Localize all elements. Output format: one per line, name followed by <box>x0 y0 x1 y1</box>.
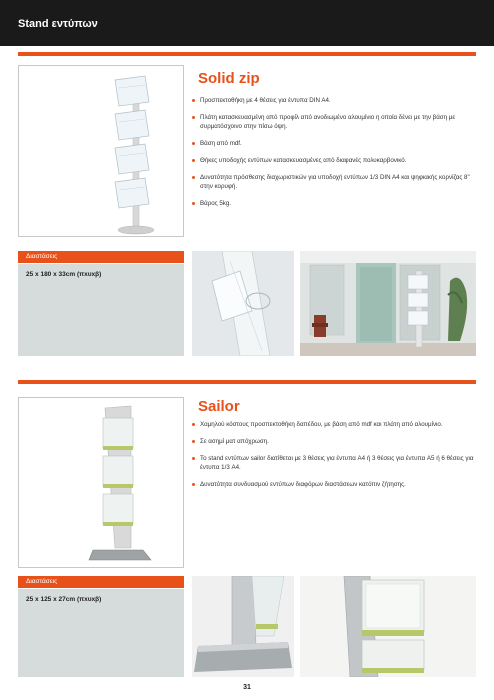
feature-item: Θήκες υποδοχής εντύπων κατασκευασμένες από διαφανές πολυκαρβονικό. <box>192 156 474 165</box>
dimensions-panel <box>18 589 184 677</box>
section-divider <box>18 380 476 384</box>
feature-item: Δυνατότητα πρόσθεσης διαχωριστικών για υποδοχή εντύπων 1/3 DIN A4 και ψηφιακής κορνίζας 8" στην κορυφή. <box>192 173 474 191</box>
feature-list-sailor <box>192 420 474 497</box>
photo-solid-zip-in-use <box>300 251 476 356</box>
feature-item: Βάρος 5kg. <box>192 199 474 208</box>
photo-sailor-base-detail <box>192 576 294 677</box>
section-divider <box>18 52 476 56</box>
product-image-sailor <box>18 397 184 568</box>
feature-list-solid-zip <box>192 96 474 216</box>
feature-item: Χαμηλού κόστους προσπεκτοθήκη δαπέδου, με βάση από mdf και πλάτη από αλουμίνιο. <box>192 420 474 429</box>
product-image-solid-zip <box>18 65 184 237</box>
feature-item: Το stand εντύπων sailor διατίθεται με 3 θέσεις για έντυπα A4 ή 3 θέσεις για έντυπα A5 ή 6 θέσεις για έντυπα 1/3 A4. <box>192 454 474 472</box>
dimensions-panel <box>18 264 184 356</box>
dimensions-value: 25 x 180 x 33cm (πxυxβ) <box>26 271 102 278</box>
feature-item: Πλάτη κατασκευασμένη από προφίλ από ανοδιωμένο αλουμίνιο η οποία δένει με την βάση με συρματόσχοινο στην πίσω όψη. <box>192 113 474 131</box>
product-title-solid-zip: Solid zip <box>198 70 260 87</box>
page-header <box>0 0 494 46</box>
photo-pocket-detail <box>192 251 294 356</box>
feature-item: Προσπεκτοθήκη με 4 θέσεις για έντυπα DIN A4. <box>192 96 474 105</box>
dimensions-header: Διαστάσεις <box>18 576 184 588</box>
page-number: 31 <box>243 684 251 691</box>
page-title: Stand εντύπων <box>18 18 98 30</box>
feature-item: Δυνατότητα συνδυασμού εντύπων διαφόρων διαστάσεων κατόπιν ζήτησης. <box>192 480 474 489</box>
photo-sailor-pockets-detail <box>300 576 476 677</box>
dimensions-value: 25 x 125 x 27cm (πxυxβ) <box>26 596 102 603</box>
feature-item: Σε ασημί ματ απόχρωση. <box>192 437 474 446</box>
product-title-sailor: Sailor <box>198 398 240 415</box>
feature-item: Βάση από mdf. <box>192 139 474 148</box>
dimensions-header: Διαστάσεις <box>18 251 184 263</box>
